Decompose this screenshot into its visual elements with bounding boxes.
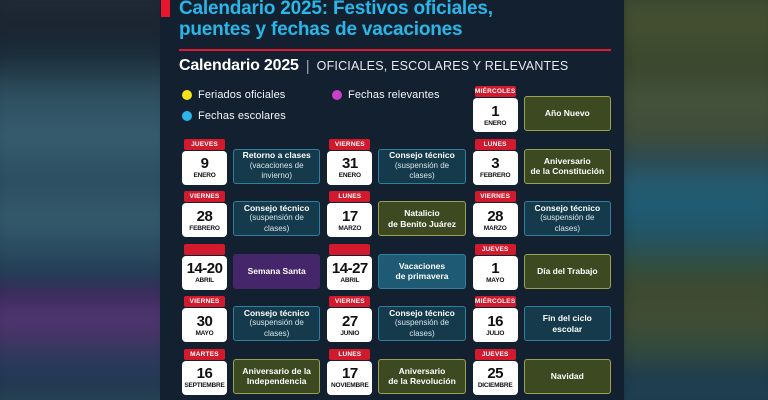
- date-column: [182, 139, 227, 185]
- event-title: Aniversario de la: [242, 365, 311, 376]
- weekday-tag: JUEVES: [475, 349, 516, 360]
- event-box: [378, 306, 465, 341]
- event-subtitle: de la Constitución: [530, 166, 605, 176]
- date-box: [473, 203, 518, 237]
- date-column: [327, 244, 372, 290]
- event-box: [378, 359, 465, 394]
- date-number: 17: [341, 365, 358, 382]
- event-box: [524, 254, 611, 289]
- event-title: Fin del ciclo escolar: [542, 313, 592, 334]
- event-box: [524, 149, 611, 184]
- event-box: [378, 201, 465, 236]
- date-box: [327, 256, 372, 290]
- calendar-entry-vacaciones-primavera: [327, 244, 465, 290]
- calendar-entry-fin-ciclo: [473, 296, 611, 342]
- date-number: 27: [341, 312, 358, 330]
- date-column: [327, 139, 372, 185]
- event-title: Consejo técnico: [243, 307, 310, 318]
- weekday-tag: VIERNES: [475, 191, 516, 202]
- event-subtitle: (suspensión de clases): [540, 213, 595, 233]
- event-title: Consejo técnico: [243, 202, 310, 213]
- date-column: [182, 244, 227, 290]
- date-number: 25: [487, 365, 503, 382]
- event-title: Consejo técnico: [534, 202, 601, 213]
- date-box: [327, 361, 372, 395]
- date-column: [182, 296, 227, 342]
- calendar-entry-navidad: [473, 349, 611, 395]
- weekday-tag: MARTES: [184, 349, 225, 360]
- month-label: MAYO: [486, 277, 505, 284]
- date-column: [473, 296, 518, 342]
- event-box: [233, 149, 320, 184]
- calendar-entry-consejo-junio: [327, 296, 465, 342]
- calendar-entry-revolucion: [327, 349, 465, 395]
- event-box: [233, 306, 320, 341]
- event-title: Retorno a clases: [242, 150, 311, 161]
- date-box: [473, 256, 518, 290]
- date-number: 30: [196, 312, 213, 330]
- date-box: [182, 361, 227, 395]
- month-label: ENERO: [193, 172, 216, 179]
- cyan-dot-icon: [182, 111, 192, 121]
- event-title: Año Nuevo: [544, 108, 590, 119]
- event-title: Navidad: [550, 370, 584, 381]
- legend-label: Fechas relevantes: [348, 89, 440, 101]
- legend-label: Feriados oficiales: [198, 89, 286, 101]
- date-box: [473, 151, 518, 185]
- yellow-dot-icon: [182, 90, 192, 100]
- date-number: 31: [341, 155, 358, 172]
- weekday-tag: [184, 244, 225, 255]
- blurred-backdrop-right: [618, 0, 768, 400]
- month-label: ABRIL: [195, 277, 214, 284]
- legend-label: Fechas escolares: [198, 110, 286, 122]
- date-box: [473, 361, 518, 395]
- weekday-tag: JUEVES: [475, 244, 516, 255]
- month-label: ABRIL: [340, 277, 360, 284]
- date-number: 16: [196, 365, 213, 382]
- date-number: 14-27: [331, 260, 368, 277]
- date-number: 28: [196, 207, 213, 225]
- date-column: [327, 296, 372, 342]
- event-box: [524, 359, 611, 394]
- calendar-entry-dia-trabajo: [473, 244, 611, 290]
- event-subtitle: (suspensión de clases): [394, 160, 450, 181]
- date-number: 1: [491, 102, 500, 120]
- weekday-tag: JUEVES: [184, 139, 225, 150]
- event-subtitle: (suspensión de clases): [249, 213, 304, 233]
- legend-item-relevantes: [332, 89, 466, 101]
- date-column: [327, 349, 372, 395]
- date-column: [182, 349, 227, 395]
- event-subtitle: de Benito Juárez: [387, 218, 456, 229]
- weekday-tag: VIERNES: [329, 296, 370, 307]
- date-box: [182, 256, 227, 290]
- month-label: DICIEMBRE: [477, 382, 513, 389]
- event-subtitle: (suspensión de clases): [249, 318, 304, 338]
- date-number: 3: [491, 155, 500, 172]
- date-column: [327, 191, 372, 237]
- weekday-tag: LUNES: [475, 139, 516, 150]
- legend-item-oficiales: [182, 89, 332, 101]
- date-number: 17: [341, 207, 358, 225]
- date-box: [327, 151, 372, 185]
- event-box: [233, 201, 320, 236]
- date-number: 9: [200, 155, 209, 172]
- event-title: Semana Santa: [247, 265, 306, 276]
- month-label: MARZO: [338, 224, 362, 232]
- date-column: [473, 244, 518, 290]
- subtitle-separator: |: [305, 57, 310, 75]
- calendar-panel: [160, 0, 624, 400]
- calendar-entry-independencia: [182, 349, 320, 395]
- month-label: JULIO: [486, 329, 505, 337]
- event-title: Natalicio: [404, 208, 440, 218]
- event-subtitle: Independencia: [246, 376, 307, 386]
- event-title: Vacaciones: [398, 260, 446, 271]
- month-label: NOVIEMBRE: [331, 382, 369, 389]
- date-box: [182, 203, 227, 237]
- date-column: [473, 139, 518, 185]
- event-subtitle: (suspensión de clases): [394, 318, 450, 338]
- subtitle: [179, 55, 619, 77]
- month-label: JUNIO: [340, 329, 360, 337]
- legend-item-escolares: [182, 110, 332, 122]
- weekday-tag: LUNES: [329, 349, 370, 360]
- date-number: 1: [491, 260, 500, 277]
- weekday-tag: VIERNES: [184, 296, 225, 307]
- calendar-entry-consejo-mayo: [182, 296, 320, 342]
- event-title: Aniversario: [398, 365, 446, 376]
- date-column: [473, 86, 518, 132]
- month-label: ENERO: [484, 119, 507, 127]
- calendar-entry-semana-santa: [182, 244, 320, 290]
- date-box: [473, 308, 518, 342]
- subtitle-bold: Calendario 2025: [179, 57, 299, 74]
- title-line2: puentes y fechas de vacaciones: [179, 19, 463, 40]
- weekday-tag: LUNES: [329, 191, 370, 202]
- date-column: [473, 349, 518, 395]
- event-box: [524, 201, 611, 236]
- date-box: [473, 98, 518, 132]
- weekday-tag: [329, 244, 370, 255]
- calendar-entry-benito-juarez: [327, 191, 465, 237]
- date-box: [327, 203, 372, 237]
- weekday-tag: MIÉRCOLES: [474, 88, 516, 95]
- month-label: MAYO: [195, 329, 214, 337]
- event-subtitle: de la Revolución: [388, 376, 456, 386]
- calendar-entry-retorno-clases: [182, 139, 320, 185]
- event-box: [524, 96, 611, 131]
- title-line1: Calendario 2025: Festivos oficiales,: [179, 0, 493, 19]
- month-label: MARZO: [483, 224, 507, 232]
- calendar-entry-constitucion: [473, 139, 611, 185]
- month-label: ENERO: [338, 172, 361, 179]
- event-title: Aniversario: [543, 155, 591, 166]
- red-divider-rule: [179, 49, 611, 51]
- calendar-entry-ano-nuevo: [473, 86, 611, 132]
- event-title: Consejo técnico: [389, 307, 455, 318]
- page-title: [179, 0, 619, 40]
- event-box: [524, 306, 611, 341]
- event-title: Día del Trabajo: [537, 265, 598, 276]
- calendar-grid: [182, 86, 611, 395]
- event-subtitle: (vacaciones de invierno): [249, 160, 304, 181]
- event-box: [378, 254, 465, 289]
- calendar-entry-consejo-enero: [327, 139, 465, 185]
- event-box: [378, 149, 465, 184]
- event-title: Consejo técnico: [389, 150, 455, 161]
- subtitle-rest: OFICIALES, ESCOLARES Y RELEVANTES: [316, 59, 569, 73]
- date-box: [182, 308, 227, 342]
- date-number: 16: [487, 312, 503, 330]
- blurred-backdrop-left: [0, 0, 172, 400]
- date-number: 14-20: [186, 260, 223, 277]
- month-label: SEPTIEMBRE: [184, 382, 225, 389]
- month-label: FEBRERO: [479, 172, 511, 179]
- date-column: [182, 191, 227, 237]
- month-label: FEBRERO: [189, 224, 220, 232]
- calendar-entry-consejo-marzo: [473, 191, 611, 237]
- date-number: 28: [487, 207, 503, 225]
- date-box: [182, 151, 227, 185]
- title-accent-bar: [161, 0, 170, 17]
- legend: [182, 86, 466, 132]
- event-box: [233, 359, 320, 394]
- event-subtitle: de primavera: [395, 271, 449, 281]
- weekday-tag: VIERNES: [329, 139, 370, 150]
- weekday-tag: VIERNES: [184, 191, 225, 202]
- date-box: [327, 308, 372, 342]
- weekday-tag: MIÉRCOLES: [474, 298, 516, 305]
- calendar-entry-consejo-febrero: [182, 191, 320, 237]
- date-column: [473, 191, 518, 237]
- event-box: [233, 254, 320, 289]
- magenta-dot-icon: [332, 90, 342, 100]
